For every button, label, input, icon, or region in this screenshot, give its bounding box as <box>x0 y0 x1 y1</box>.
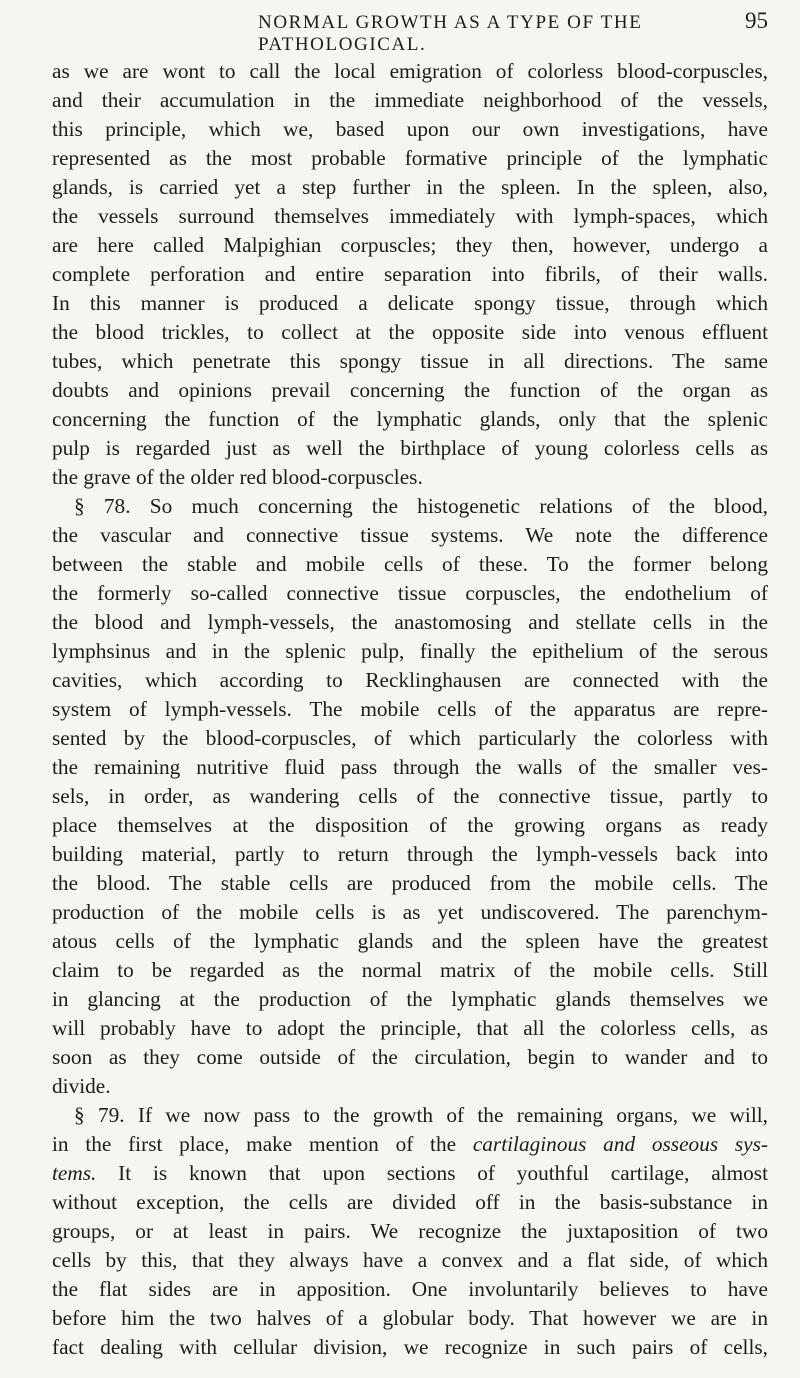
text-line: as we are wont to call the local emigration of colorless blood-corpuscles, <box>52 59 768 83</box>
text-line <box>52 1130 768 1159</box>
text-line: complete perforation and entire separation into fibrils, of their walls. <box>52 262 768 286</box>
text-span: in the first place, make mention of the <box>52 1132 473 1156</box>
text-line: and their accumulation in the immediate neighborhood of the vessels, <box>52 88 768 112</box>
text-line: concerning the function of the lymphatic glands, only that the splenic <box>52 407 768 431</box>
text-line: pulp is regarded just as well the birthplace of young colorless cells as <box>52 436 768 460</box>
text-line <box>52 1159 768 1188</box>
text-line: building material, partly to return through the lymph-vessels back into <box>52 842 768 866</box>
text-line: before him the two halves of a globular body. That however we are in <box>52 1306 768 1330</box>
text-line: will probably have to adopt the principle, that all the colorless cells, as <box>52 1016 768 1040</box>
text-line: the vascular and connective tissue systems. We note the difference <box>52 523 768 547</box>
text-line: between the stable and mobile cells of these. To the former belong <box>52 552 768 576</box>
running-title: NORMAL GROWTH AS A TYPE OF THE PATHOLOGICAL. <box>258 12 643 55</box>
text-line: sented by the blood-corpuscles, of which particularly the colorless with <box>52 726 768 750</box>
text-line: cavities, which according to Recklinghausen are connected with the <box>52 668 768 692</box>
text-line: in glancing at the production of the lymphatic glands themselves we <box>52 987 768 1011</box>
running-header <box>258 6 768 55</box>
text-line: the remaining nutritive fluid pass through the walls of the smaller ves- <box>52 755 768 779</box>
text-line: the blood. The stable cells are produced from the mobile cells. The <box>52 871 768 895</box>
text-line: are here called Malpighian corpuscles; they then, however, undergo a <box>52 233 768 257</box>
text-line: doubts and opinions prevail concerning the function of the organ as <box>52 378 768 402</box>
page-number: 95 <box>745 8 768 33</box>
text-line: without exception, the cells are divided off in the basis-substance in <box>52 1190 768 1214</box>
text-line: glands, is carried yet a step further in the spleen. In the spleen, also, <box>52 175 768 199</box>
text-line: system of lymph-vessels. The mobile cells of the apparatus are repre- <box>52 697 768 721</box>
body-text <box>52 57 768 1362</box>
text-line: the blood trickles, to collect at the opposite side into venous effluent <box>52 320 768 344</box>
text-line: cells by this, that they always have a convex and a flat side, of which <box>52 1248 768 1272</box>
text-line: represented as the most probable formative principle of the lymphatic <box>52 146 768 170</box>
text-line: sels, in order, as wandering cells of the connective tissue, partly to <box>52 784 768 808</box>
text-line: place themselves at the disposition of the growing organs as ready <box>52 813 768 837</box>
italic-text: tems. <box>52 1161 97 1185</box>
text-line: groups, or at least in pairs. We recognize the juxtaposition of two <box>52 1219 768 1243</box>
text-line: soon as they come outside of the circulation, begin to wander and to <box>52 1045 768 1069</box>
text-line: the flat sides are in apposition. One involuntarily believes to have <box>52 1277 768 1301</box>
text-line: the blood and lymph-vessels, the anastomosing and stellate cells in the <box>52 610 768 634</box>
text-line: this principle, which we, based upon our own investigations, have <box>52 117 768 141</box>
text-line: fact dealing with cellular division, we recognize in such pairs of cells, <box>52 1335 768 1359</box>
text-line: the grave of the older red blood-corpuscles. <box>52 465 423 489</box>
text-line: atous cells of the lymphatic glands and the spleen have the greatest <box>52 929 768 953</box>
text-line: claim to be regarded as the normal matrix of the mobile cells. Still <box>52 958 768 982</box>
text-line: tubes, which penetrate this spongy tissue in all directions. The same <box>52 349 768 373</box>
text-line: § 79. If we now pass to the growth of the remaining organs, we will, <box>74 1103 768 1127</box>
text-line: divide. <box>52 1074 111 1098</box>
italic-text: cartilaginous and osseous sys- <box>472 1132 768 1156</box>
text-line: § 78. So much concerning the histogenetic relations of the blood, <box>74 494 768 518</box>
text-line: the vessels surround themselves immediately with lymph-spaces, which <box>52 204 768 228</box>
text-line: the formerly so-called connective tissue corpuscles, the endothelium of <box>52 581 768 605</box>
text-span: It is known that upon sections of youthful cartilage, almost <box>96 1161 768 1185</box>
text-line: production of the mobile cells is as yet undiscovered. The parenchym- <box>52 900 768 924</box>
text-line: In this manner is produced a delicate spongy tissue, through which <box>52 291 768 315</box>
text-line: lymphsinus and in the splenic pulp, finally the epithelium of the serous <box>52 639 768 663</box>
